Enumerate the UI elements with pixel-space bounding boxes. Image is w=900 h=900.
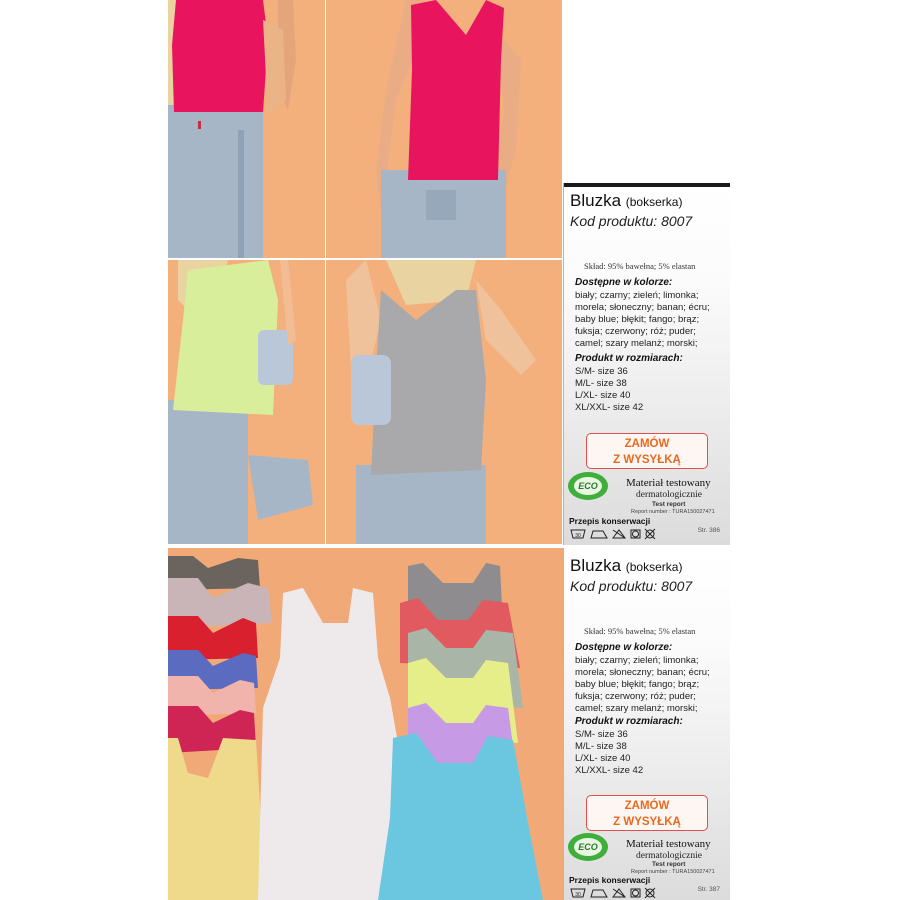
eco-badge-icon xyxy=(567,830,609,862)
care-instructions-title: Przepis konserwacji xyxy=(569,875,651,885)
photo-fuchsia-back xyxy=(326,0,562,258)
product-info-panel-2 xyxy=(563,548,730,900)
colors-heading: Dostępne w kolorze: xyxy=(575,277,673,288)
product-title: Bluzka (bokserka) xyxy=(570,191,683,210)
wash-temperature: 30 xyxy=(575,533,581,539)
sizes-heading: Produkt w rozmiarach: xyxy=(575,353,683,364)
order-with-shipping-button[interactable]: ZAMÓW Z WYSYŁKĄ xyxy=(586,795,708,831)
product-code: Kod produktu: 8007 xyxy=(570,213,693,229)
sizes-heading: Produkt w rozmiarach: xyxy=(575,716,683,727)
order-with-shipping-button[interactable]: ZAMÓW Z WYSYŁKĄ xyxy=(586,433,708,469)
page-number: Str. 386 xyxy=(697,527,720,534)
sizes-list: S/M- size 36 M/L- size 38 L/XL- size 40 XL/XXL- size 42 xyxy=(575,366,644,413)
wash-temperature: 30 xyxy=(575,892,581,898)
tested-label: Materiał testowany xyxy=(626,477,711,489)
photo-color-variants xyxy=(168,548,563,900)
colors-list: biały; czarny; zieleń; limonka; morela; słoneczny; banan; écru; baby blue; błękit; fango; brąz; fuksja; czerwony; róż; puder; camel; szary melanż; morski; xyxy=(575,655,710,714)
colors-list: biały; czarny; zieleń; limonka; morela; słoneczny; banan; écru; baby blue; błękit; fango; brąz; fuksja; czerwony; róż; puder; camel; szary melanż; morski; xyxy=(575,290,710,349)
product-code: Kod produktu: 8007 xyxy=(570,578,693,594)
colors-heading: Dostępne w kolorze: xyxy=(575,642,673,653)
report-number: Report number : TURA150027471 xyxy=(631,869,715,875)
test-report-label: Test report xyxy=(652,861,686,868)
care-instructions-title: Przepis konserwacji xyxy=(569,516,651,526)
product-info-panel-1 xyxy=(563,183,730,545)
photo-grey-tank xyxy=(326,260,562,544)
photo-fuchsia-front xyxy=(168,0,325,258)
composition-text: Skład: 95% bawełna; 5% elastan xyxy=(584,626,696,636)
report-number: Report number : TURA150027471 xyxy=(631,509,715,515)
page-number: Str. 387 xyxy=(697,886,720,893)
tested-label: Materiał testowany xyxy=(626,838,711,850)
dermatological-label: dermatologicznie xyxy=(636,851,702,861)
test-report-label: Test report xyxy=(652,501,686,508)
dermatological-label: dermatologicznie xyxy=(636,490,702,500)
panel-top-bar xyxy=(564,183,730,187)
eco-badge-icon xyxy=(567,469,609,501)
care-symbols-icon xyxy=(569,887,669,899)
sizes-list: S/M- size 36 M/L- size 38 L/XL- size 40 XL/XXL- size 42 xyxy=(575,729,644,776)
product-title: Bluzka (bokserka) xyxy=(570,556,683,575)
photo-lime-tank xyxy=(168,260,325,544)
composition-text: Skład: 95% bawełna; 5% elastan xyxy=(584,261,696,271)
eco-label: ECO xyxy=(578,481,598,491)
eco-label: ECO xyxy=(578,842,598,852)
care-symbols-icon xyxy=(569,528,669,540)
